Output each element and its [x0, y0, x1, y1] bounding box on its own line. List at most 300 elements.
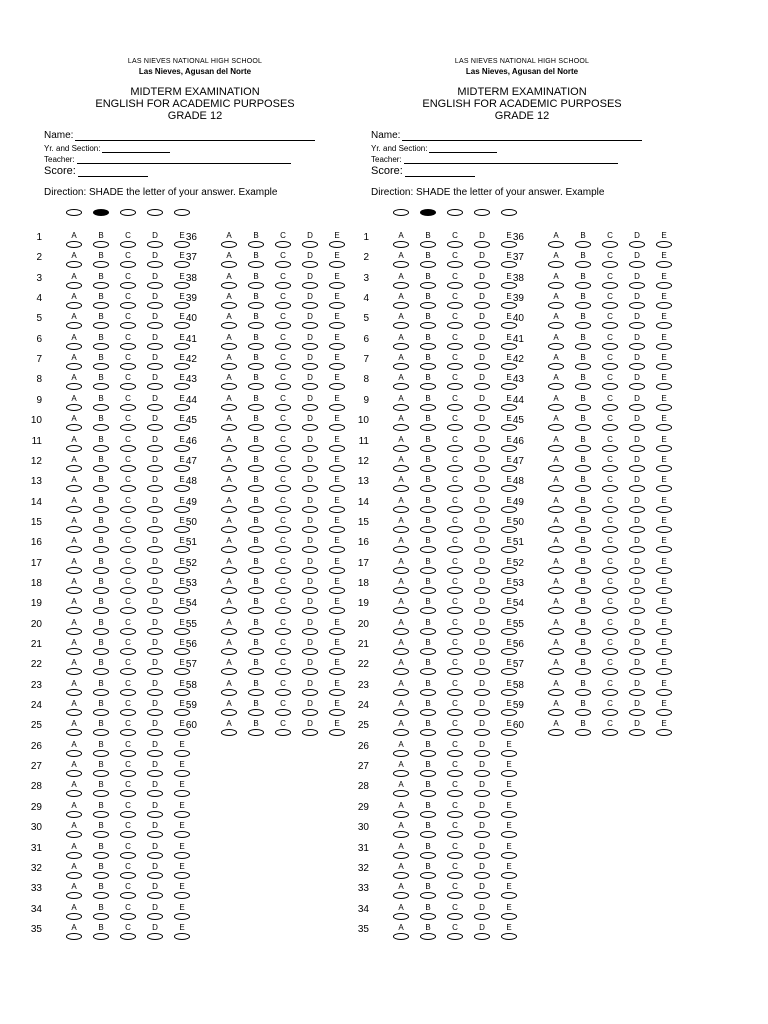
answer-option[interactable] [174, 781, 190, 797]
answer-option[interactable] [602, 598, 618, 614]
answer-option[interactable] [302, 578, 318, 594]
answer-option[interactable] [93, 497, 109, 513]
answer-option[interactable] [629, 374, 645, 390]
answer-option[interactable] [393, 883, 409, 899]
answer-option[interactable] [656, 395, 672, 411]
answer-option[interactable] [275, 273, 291, 289]
answer-option[interactable] [447, 843, 463, 859]
answer-option[interactable] [474, 537, 490, 553]
answer-bubble[interactable] [120, 282, 136, 289]
answer-bubble[interactable] [629, 526, 645, 533]
answer-option[interactable] [420, 476, 436, 492]
answer-bubble[interactable] [629, 546, 645, 553]
answer-option[interactable] [275, 354, 291, 370]
answer-bubble[interactable] [602, 567, 618, 574]
answer-option[interactable] [393, 558, 409, 574]
answer-bubble[interactable] [602, 445, 618, 452]
answer-option[interactable] [501, 924, 517, 940]
answer-option[interactable] [66, 639, 82, 655]
answer-bubble[interactable] [548, 546, 564, 553]
answer-bubble[interactable] [656, 689, 672, 696]
answer-bubble[interactable] [147, 282, 163, 289]
answer-option[interactable] [120, 659, 136, 675]
answer-option[interactable] [548, 619, 564, 635]
answer-bubble[interactable] [474, 750, 490, 757]
answer-option[interactable] [393, 415, 409, 431]
answer-option[interactable] [302, 252, 318, 268]
answer-bubble[interactable] [248, 526, 264, 533]
answer-bubble[interactable] [548, 648, 564, 655]
answer-option[interactable] [120, 863, 136, 879]
answer-bubble[interactable] [120, 852, 136, 859]
answer-option[interactable] [275, 456, 291, 472]
yr-section-field[interactable] [44, 145, 170, 153]
answer-bubble[interactable] [93, 302, 109, 309]
answer-bubble[interactable] [602, 282, 618, 289]
answer-bubble[interactable] [120, 831, 136, 838]
answer-bubble[interactable] [93, 424, 109, 431]
answer-option[interactable] [93, 558, 109, 574]
answer-option[interactable] [447, 517, 463, 533]
answer-bubble[interactable] [629, 485, 645, 492]
answer-option[interactable] [120, 843, 136, 859]
answer-option[interactable] [393, 497, 409, 513]
answer-bubble[interactable] [420, 546, 436, 553]
answer-option[interactable] [174, 741, 190, 757]
answer-bubble[interactable] [66, 485, 82, 492]
answer-bubble[interactable] [302, 546, 318, 553]
answer-option[interactable] [120, 497, 136, 513]
answer-option[interactable] [447, 395, 463, 411]
answer-option[interactable] [447, 436, 463, 452]
answer-bubble[interactable] [447, 506, 463, 513]
answer-bubble[interactable] [120, 607, 136, 614]
answer-option[interactable] [629, 395, 645, 411]
answer-option[interactable] [548, 456, 564, 472]
answer-bubble[interactable] [147, 729, 163, 736]
answer-bubble[interactable] [474, 302, 490, 309]
answer-bubble[interactable] [575, 628, 591, 635]
answer-bubble[interactable] [393, 261, 409, 268]
answer-bubble[interactable] [120, 750, 136, 757]
answer-option[interactable] [548, 395, 564, 411]
answer-option[interactable] [447, 374, 463, 390]
answer-option[interactable] [147, 395, 163, 411]
answer-option[interactable] [602, 720, 618, 736]
answer-bubble[interactable] [447, 322, 463, 329]
answer-option[interactable] [420, 558, 436, 574]
answer-bubble[interactable] [629, 363, 645, 370]
answer-option[interactable] [147, 313, 163, 329]
answer-option[interactable] [629, 619, 645, 635]
answer-bubble[interactable] [66, 282, 82, 289]
answer-bubble[interactable] [93, 790, 109, 797]
answer-bubble[interactable] [548, 587, 564, 594]
answer-bubble[interactable] [602, 587, 618, 594]
answer-option[interactable] [120, 436, 136, 452]
answer-option[interactable] [548, 598, 564, 614]
answer-option[interactable] [656, 273, 672, 289]
answer-option[interactable] [248, 273, 264, 289]
answer-bubble[interactable] [575, 567, 591, 574]
answer-bubble[interactable] [420, 811, 436, 818]
answer-option[interactable] [447, 252, 463, 268]
answer-option[interactable] [575, 334, 591, 350]
answer-bubble[interactable] [548, 526, 564, 533]
answer-option[interactable] [447, 659, 463, 675]
answer-bubble[interactable] [120, 770, 136, 777]
answer-option[interactable] [474, 252, 490, 268]
answer-option[interactable] [221, 395, 237, 411]
answer-bubble[interactable] [248, 506, 264, 513]
answer-bubble[interactable] [447, 709, 463, 716]
answer-option[interactable] [575, 720, 591, 736]
answer-bubble[interactable] [393, 567, 409, 574]
answer-option[interactable] [174, 843, 190, 859]
answer-option[interactable] [221, 476, 237, 492]
answer-bubble[interactable] [447, 485, 463, 492]
answer-option[interactable] [548, 436, 564, 452]
answer-option[interactable] [275, 232, 291, 248]
answer-bubble[interactable] [275, 567, 291, 574]
answer-bubble[interactable] [66, 933, 82, 940]
answer-bubble[interactable] [120, 445, 136, 452]
answer-bubble[interactable] [120, 689, 136, 696]
answer-option[interactable] [420, 537, 436, 553]
answer-bubble[interactable] [393, 892, 409, 899]
answer-option[interactable] [447, 476, 463, 492]
answer-option[interactable] [420, 374, 436, 390]
answer-option[interactable] [393, 781, 409, 797]
answer-option[interactable] [66, 802, 82, 818]
answer-bubble[interactable] [120, 628, 136, 635]
answer-bubble[interactable] [420, 526, 436, 533]
answer-option[interactable] [548, 273, 564, 289]
answer-bubble[interactable] [420, 424, 436, 431]
answer-option[interactable] [147, 374, 163, 390]
answer-bubble[interactable] [147, 709, 163, 716]
answer-bubble[interactable] [548, 567, 564, 574]
answer-bubble[interactable] [120, 933, 136, 940]
answer-option[interactable] [66, 517, 82, 533]
answer-option[interactable] [93, 252, 109, 268]
answer-bubble[interactable] [66, 241, 82, 248]
answer-bubble[interactable] [447, 282, 463, 289]
answer-bubble[interactable] [93, 628, 109, 635]
answer-bubble[interactable] [147, 241, 163, 248]
answer-bubble[interactable] [602, 404, 618, 411]
answer-option[interactable] [447, 313, 463, 329]
answer-option[interactable] [420, 517, 436, 533]
answer-bubble[interactable] [120, 465, 136, 472]
answer-option[interactable] [221, 537, 237, 553]
answer-bubble[interactable] [474, 485, 490, 492]
answer-option[interactable] [474, 334, 490, 350]
answer-option[interactable] [393, 843, 409, 859]
answer-option[interactable] [147, 741, 163, 757]
answer-option[interactable] [248, 436, 264, 452]
answer-option[interactable] [66, 924, 82, 940]
answer-bubble[interactable] [420, 668, 436, 675]
answer-bubble[interactable] [474, 933, 490, 940]
answer-bubble[interactable] [420, 363, 436, 370]
answer-option[interactable] [420, 456, 436, 472]
answer-option[interactable] [629, 558, 645, 574]
answer-option[interactable] [474, 863, 490, 879]
answer-bubble[interactable] [221, 668, 237, 675]
answer-bubble[interactable] [275, 404, 291, 411]
answer-bubble[interactable] [575, 587, 591, 594]
answer-option[interactable] [474, 924, 490, 940]
answer-bubble[interactable] [93, 933, 109, 940]
answer-bubble[interactable] [393, 872, 409, 879]
answer-bubble[interactable] [66, 892, 82, 899]
answer-bubble[interactable] [66, 750, 82, 757]
answer-bubble[interactable] [147, 933, 163, 940]
answer-bubble[interactable] [93, 465, 109, 472]
answer-bubble[interactable] [447, 404, 463, 411]
answer-option[interactable] [221, 598, 237, 614]
answer-option[interactable] [602, 232, 618, 248]
answer-bubble[interactable] [629, 689, 645, 696]
answer-bubble[interactable] [575, 526, 591, 533]
answer-option[interactable] [575, 273, 591, 289]
answer-option[interactable] [575, 354, 591, 370]
answer-bubble[interactable] [420, 343, 436, 350]
answer-option[interactable] [275, 517, 291, 533]
answer-bubble[interactable] [575, 465, 591, 472]
answer-option[interactable] [447, 558, 463, 574]
answer-bubble[interactable] [393, 852, 409, 859]
answer-option[interactable] [420, 843, 436, 859]
answer-bubble[interactable] [548, 485, 564, 492]
answer-option[interactable] [120, 415, 136, 431]
answer-option[interactable] [275, 700, 291, 716]
answer-bubble[interactable] [575, 241, 591, 248]
answer-bubble[interactable] [447, 302, 463, 309]
answer-bubble[interactable] [174, 790, 190, 797]
answer-bubble[interactable] [548, 383, 564, 390]
answer-bubble[interactable] [120, 424, 136, 431]
answer-option[interactable] [629, 436, 645, 452]
answer-option[interactable] [120, 639, 136, 655]
answer-bubble[interactable] [147, 506, 163, 513]
answer-option[interactable] [420, 415, 436, 431]
answer-option[interactable] [93, 741, 109, 757]
answer-option[interactable] [575, 497, 591, 513]
answer-option[interactable] [275, 619, 291, 635]
answer-option[interactable] [147, 537, 163, 553]
answer-option[interactable] [120, 334, 136, 350]
answer-option[interactable] [120, 741, 136, 757]
answer-option[interactable] [93, 761, 109, 777]
answer-option[interactable] [302, 415, 318, 431]
answer-bubble[interactable] [501, 852, 517, 859]
answer-option[interactable] [275, 639, 291, 655]
answer-bubble[interactable] [474, 729, 490, 736]
answer-option[interactable] [447, 293, 463, 309]
answer-option[interactable] [248, 476, 264, 492]
answer-option[interactable] [474, 883, 490, 899]
answer-option[interactable] [147, 761, 163, 777]
answer-bubble[interactable] [393, 445, 409, 452]
answer-option[interactable] [474, 273, 490, 289]
answer-bubble[interactable] [302, 729, 318, 736]
answer-bubble[interactable] [393, 485, 409, 492]
answer-bubble[interactable] [420, 445, 436, 452]
answer-option[interactable] [629, 456, 645, 472]
answer-bubble[interactable] [447, 689, 463, 696]
answer-bubble[interactable] [602, 628, 618, 635]
answer-option[interactable] [174, 822, 190, 838]
answer-bubble[interactable] [548, 689, 564, 696]
answer-bubble[interactable] [447, 587, 463, 594]
answer-option[interactable] [66, 863, 82, 879]
answer-option[interactable] [602, 639, 618, 655]
answer-bubble[interactable] [248, 607, 264, 614]
name-field[interactable] [44, 131, 315, 141]
answer-bubble[interactable] [120, 404, 136, 411]
answer-option[interactable] [474, 476, 490, 492]
answer-option[interactable] [66, 578, 82, 594]
answer-bubble[interactable] [656, 261, 672, 268]
answer-option[interactable] [302, 659, 318, 675]
answer-option[interactable] [393, 476, 409, 492]
answer-option[interactable] [602, 293, 618, 309]
answer-bubble[interactable] [147, 465, 163, 472]
answer-bubble[interactable] [575, 282, 591, 289]
answer-option[interactable] [93, 781, 109, 797]
answer-bubble[interactable] [147, 445, 163, 452]
answer-option[interactable] [147, 720, 163, 736]
answer-option[interactable] [147, 354, 163, 370]
answer-option[interactable] [447, 456, 463, 472]
answer-bubble[interactable] [147, 302, 163, 309]
answer-bubble[interactable] [548, 404, 564, 411]
answer-option[interactable] [447, 273, 463, 289]
answer-option[interactable] [120, 680, 136, 696]
answer-bubble[interactable] [221, 343, 237, 350]
answer-bubble[interactable] [302, 587, 318, 594]
answer-bubble[interactable] [66, 404, 82, 411]
answer-bubble[interactable] [248, 465, 264, 472]
answer-bubble[interactable] [474, 668, 490, 675]
answer-bubble[interactable] [474, 648, 490, 655]
answer-option[interactable] [393, 741, 409, 757]
answer-option[interactable] [474, 436, 490, 452]
answer-bubble[interactable] [656, 668, 672, 675]
answer-option[interactable] [501, 843, 517, 859]
answer-bubble[interactable] [248, 485, 264, 492]
answer-bubble[interactable] [548, 729, 564, 736]
answer-option[interactable] [447, 354, 463, 370]
answer-option[interactable] [575, 517, 591, 533]
answer-option[interactable] [393, 334, 409, 350]
answer-option[interactable] [120, 354, 136, 370]
answer-bubble[interactable] [275, 709, 291, 716]
answer-bubble[interactable] [221, 506, 237, 513]
answer-bubble[interactable] [221, 648, 237, 655]
answer-option[interactable] [447, 619, 463, 635]
answer-option[interactable] [248, 374, 264, 390]
answer-bubble[interactable] [447, 567, 463, 574]
answer-bubble[interactable] [248, 648, 264, 655]
answer-option[interactable] [548, 252, 564, 268]
answer-bubble[interactable] [575, 302, 591, 309]
answer-bubble[interactable] [147, 607, 163, 614]
answer-option[interactable] [221, 517, 237, 533]
answer-bubble[interactable] [393, 363, 409, 370]
answer-bubble[interactable] [474, 465, 490, 472]
answer-bubble[interactable] [275, 261, 291, 268]
answer-option[interactable] [302, 273, 318, 289]
answer-option[interactable] [147, 517, 163, 533]
answer-option[interactable] [629, 415, 645, 431]
answer-option[interactable] [93, 720, 109, 736]
answer-option[interactable] [393, 273, 409, 289]
answer-option[interactable] [656, 252, 672, 268]
answer-bubble[interactable] [174, 770, 190, 777]
answer-option[interactable] [221, 374, 237, 390]
answer-bubble[interactable] [93, 404, 109, 411]
answer-option[interactable] [629, 700, 645, 716]
answer-option[interactable] [393, 924, 409, 940]
answer-option[interactable] [275, 395, 291, 411]
answer-bubble[interactable] [393, 465, 409, 472]
answer-option[interactable] [548, 720, 564, 736]
answer-option[interactable] [147, 619, 163, 635]
answer-option[interactable] [221, 293, 237, 309]
answer-bubble[interactable] [120, 811, 136, 818]
answer-bubble[interactable] [575, 261, 591, 268]
answer-option[interactable] [575, 436, 591, 452]
answer-bubble[interactable] [575, 506, 591, 513]
answer-option[interactable] [66, 761, 82, 777]
answer-option[interactable] [248, 334, 264, 350]
answer-bubble[interactable] [501, 913, 517, 920]
answer-bubble[interactable] [302, 322, 318, 329]
answer-option[interactable] [420, 293, 436, 309]
answer-option[interactable] [120, 619, 136, 635]
answer-option[interactable] [602, 456, 618, 472]
answer-option[interactable] [656, 313, 672, 329]
answer-bubble[interactable] [393, 913, 409, 920]
answer-bubble[interactable] [420, 383, 436, 390]
answer-option[interactable] [275, 436, 291, 452]
answer-bubble[interactable] [93, 913, 109, 920]
answer-option[interactable] [393, 313, 409, 329]
answer-option[interactable] [302, 476, 318, 492]
answer-option[interactable] [575, 395, 591, 411]
answer-bubble[interactable] [93, 811, 109, 818]
answer-bubble[interactable] [474, 831, 490, 838]
answer-bubble[interactable] [575, 322, 591, 329]
answer-option[interactable] [248, 456, 264, 472]
answer-option[interactable] [93, 863, 109, 879]
answer-option[interactable] [629, 639, 645, 655]
answer-bubble[interactable] [474, 587, 490, 594]
answer-bubble[interactable] [66, 790, 82, 797]
answer-option[interactable] [474, 700, 490, 716]
answer-option[interactable] [248, 720, 264, 736]
answer-option[interactable] [120, 273, 136, 289]
answer-option[interactable] [420, 904, 436, 920]
answer-bubble[interactable] [93, 261, 109, 268]
answer-bubble[interactable] [447, 668, 463, 675]
answer-option[interactable] [66, 436, 82, 452]
answer-option[interactable] [66, 313, 82, 329]
answer-bubble[interactable] [575, 343, 591, 350]
